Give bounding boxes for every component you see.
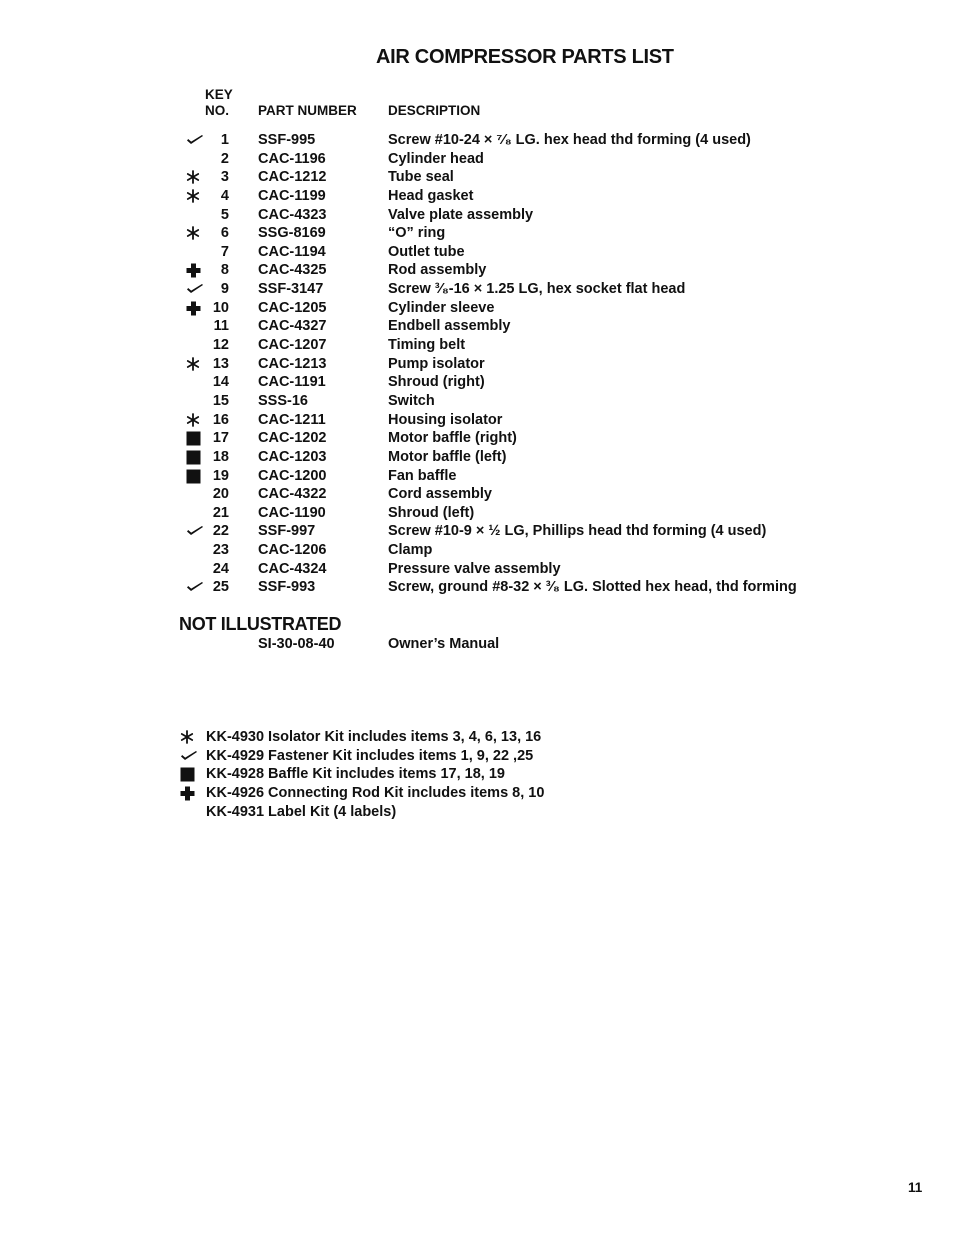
part-number: SSF-3147 bbox=[258, 281, 324, 298]
table-row bbox=[0, 317, 954, 336]
kit-text: KK-4931 Label Kit (4 labels) bbox=[206, 803, 397, 820]
table-row bbox=[0, 187, 954, 206]
key-number: 6 bbox=[220, 225, 229, 242]
table-row bbox=[0, 224, 954, 243]
key-number: 17 bbox=[212, 430, 229, 447]
key-number: 10 bbox=[212, 299, 229, 316]
key-number: 16 bbox=[212, 411, 229, 428]
part-number: SSS-16 bbox=[258, 392, 308, 409]
part-number: CAC-1194 bbox=[258, 243, 326, 260]
table-row bbox=[0, 541, 954, 560]
part-description: “O” ring bbox=[388, 225, 446, 242]
part-number: CAC-1200 bbox=[258, 467, 327, 484]
part-number: CAC-4322 bbox=[258, 486, 327, 503]
key-number: 14 bbox=[212, 374, 229, 391]
table-row bbox=[0, 131, 954, 150]
header-part-number: PART NUMBER bbox=[258, 103, 357, 118]
kit-text: KK-4926 Connecting Rod Kit includes items 8, 10 bbox=[206, 785, 545, 802]
key-number: 13 bbox=[212, 355, 229, 372]
table-row bbox=[0, 280, 954, 299]
part-number: CAC-1213 bbox=[258, 355, 327, 372]
kit-text: KK-4929 Fastener Kit includes items 1, 9, 22 ,25 bbox=[206, 747, 534, 764]
part-description: Head gasket bbox=[388, 187, 474, 204]
part-description: Endbell assembly bbox=[388, 318, 511, 335]
header-key-line2: NO. bbox=[205, 103, 230, 118]
part-description: Valve plate assembly bbox=[388, 206, 534, 223]
table-row bbox=[0, 168, 954, 187]
table-row bbox=[0, 467, 954, 486]
table-row bbox=[0, 243, 954, 262]
kit-item bbox=[0, 803, 954, 822]
table-row bbox=[0, 373, 954, 392]
part-description: Tube seal bbox=[388, 169, 454, 186]
table-row bbox=[0, 261, 954, 280]
key-number: 24 bbox=[212, 560, 229, 577]
part-description: Screw #10-24 × ⁷⁄₈ LG. hex head thd forming (4 used) bbox=[388, 132, 751, 148]
part-number: CAC-4323 bbox=[258, 206, 327, 223]
table-row bbox=[0, 485, 954, 504]
part-number: CAC-1202 bbox=[258, 430, 327, 447]
kit-text: KK-4930 Isolator Kit includes items 3, 4, 6, 13, 16 bbox=[206, 729, 542, 745]
part-description: Clamp bbox=[388, 542, 433, 559]
part-description: Screw ³⁄₈-16 × 1.25 LG, hex socket flat head bbox=[388, 281, 686, 298]
part-description: Pump isolator bbox=[388, 355, 485, 372]
kit-item bbox=[0, 784, 954, 803]
part-number: SSF-995 bbox=[258, 132, 316, 148]
part-description: Pressure valve assembly bbox=[388, 560, 561, 577]
part-description: Outlet tube bbox=[388, 243, 465, 260]
kit-item bbox=[0, 765, 954, 784]
key-number: 25 bbox=[212, 579, 229, 596]
key-number: 22 bbox=[212, 523, 229, 540]
part-number: CAC-1205 bbox=[258, 299, 327, 316]
table-row bbox=[0, 411, 954, 430]
key-number: 1 bbox=[220, 132, 229, 148]
table-row bbox=[0, 336, 954, 355]
kits-legend bbox=[0, 728, 954, 821]
table-row bbox=[0, 560, 954, 579]
key-number: 20 bbox=[212, 486, 229, 503]
key-number: 5 bbox=[220, 206, 229, 223]
part-description: Shroud (left) bbox=[388, 504, 475, 521]
header-description: DESCRIPTION bbox=[388, 103, 481, 118]
table-row bbox=[0, 578, 954, 597]
table-row bbox=[0, 150, 954, 169]
key-number: 21 bbox=[212, 504, 229, 521]
asterisk-icon bbox=[178, 728, 200, 746]
key-number: 15 bbox=[212, 392, 229, 409]
part-description: Screw #10-9 × ½ LG, Phillips head thd forming (4 used) bbox=[388, 523, 767, 540]
part-number: CAC-1206 bbox=[258, 542, 327, 559]
key-number: 4 bbox=[220, 187, 229, 204]
key-number: 8 bbox=[220, 262, 229, 279]
key-number: 23 bbox=[212, 542, 229, 559]
table-row bbox=[0, 429, 954, 448]
key-number: 11 bbox=[213, 318, 229, 335]
part-number: CAC-1212 bbox=[258, 169, 327, 186]
kit-item bbox=[0, 747, 954, 766]
part-description: Cord assembly bbox=[388, 486, 492, 503]
part-number: SSG-8169 bbox=[258, 225, 326, 242]
part-number: CAC-1207 bbox=[258, 337, 327, 354]
key-number: 18 bbox=[212, 448, 229, 465]
table-row bbox=[0, 299, 954, 318]
part-description: Cylinder head bbox=[388, 150, 484, 167]
key-number: 2 bbox=[220, 150, 229, 167]
not-illustrated-part-number: SI-30-08-40 bbox=[258, 636, 335, 652]
part-description: Motor baffle (left) bbox=[388, 448, 507, 465]
part-number: SSF-993 bbox=[258, 579, 316, 596]
part-number: CAC-1203 bbox=[258, 448, 327, 465]
parts-table bbox=[0, 131, 954, 597]
part-description: Rod assembly bbox=[388, 262, 487, 279]
key-number: 19 bbox=[212, 467, 229, 484]
key-number: 7 bbox=[220, 243, 229, 260]
key-number: 12 bbox=[212, 337, 229, 354]
part-number: SSF-997 bbox=[258, 523, 316, 540]
part-number: CAC-1211 bbox=[258, 411, 326, 428]
kit-item bbox=[0, 728, 954, 747]
header-key-line1: KEY bbox=[205, 87, 233, 102]
part-description: Motor baffle (right) bbox=[388, 430, 517, 447]
part-number: CAC-1196 bbox=[258, 150, 326, 167]
part-description: Shroud (right) bbox=[388, 374, 485, 391]
part-number: CAC-1190 bbox=[258, 504, 326, 521]
part-number: CAC-1191 bbox=[258, 374, 326, 391]
key-number: 9 bbox=[220, 281, 229, 298]
not-illustrated-heading: NOT ILLUSTRATED bbox=[179, 614, 342, 634]
kit-text: KK-4928 Baffle Kit includes items 17, 18, 19 bbox=[206, 766, 505, 783]
part-description: Housing isolator bbox=[388, 411, 503, 428]
table-row bbox=[0, 355, 954, 374]
not-illustrated-description: Owner’s Manual bbox=[388, 636, 500, 652]
table-row bbox=[0, 448, 954, 467]
part-number: CAC-4327 bbox=[258, 318, 327, 335]
table-row bbox=[0, 206, 954, 225]
key-number: 3 bbox=[220, 169, 229, 186]
square-icon bbox=[178, 765, 200, 783]
part-number: CAC-4324 bbox=[258, 560, 327, 577]
part-description: Switch bbox=[388, 392, 435, 409]
check-icon bbox=[178, 747, 200, 765]
page-number: 11 bbox=[908, 1180, 923, 1195]
part-description: Timing belt bbox=[388, 337, 466, 354]
table-row bbox=[0, 522, 954, 541]
part-number: CAC-1199 bbox=[258, 187, 326, 204]
part-description: Screw, ground #8-32 × ³⁄₈ LG. Slotted hex head, thd forming bbox=[388, 579, 797, 596]
part-number: CAC-4325 bbox=[258, 262, 327, 279]
part-description: Fan baffle bbox=[388, 467, 457, 484]
plus-icon bbox=[178, 784, 200, 802]
blank-symbol bbox=[178, 803, 200, 821]
table-row bbox=[0, 504, 954, 523]
part-description: Cylinder sleeve bbox=[388, 299, 495, 316]
table-row bbox=[0, 392, 954, 411]
page-title: AIR COMPRESSOR PARTS LIST bbox=[376, 46, 674, 68]
